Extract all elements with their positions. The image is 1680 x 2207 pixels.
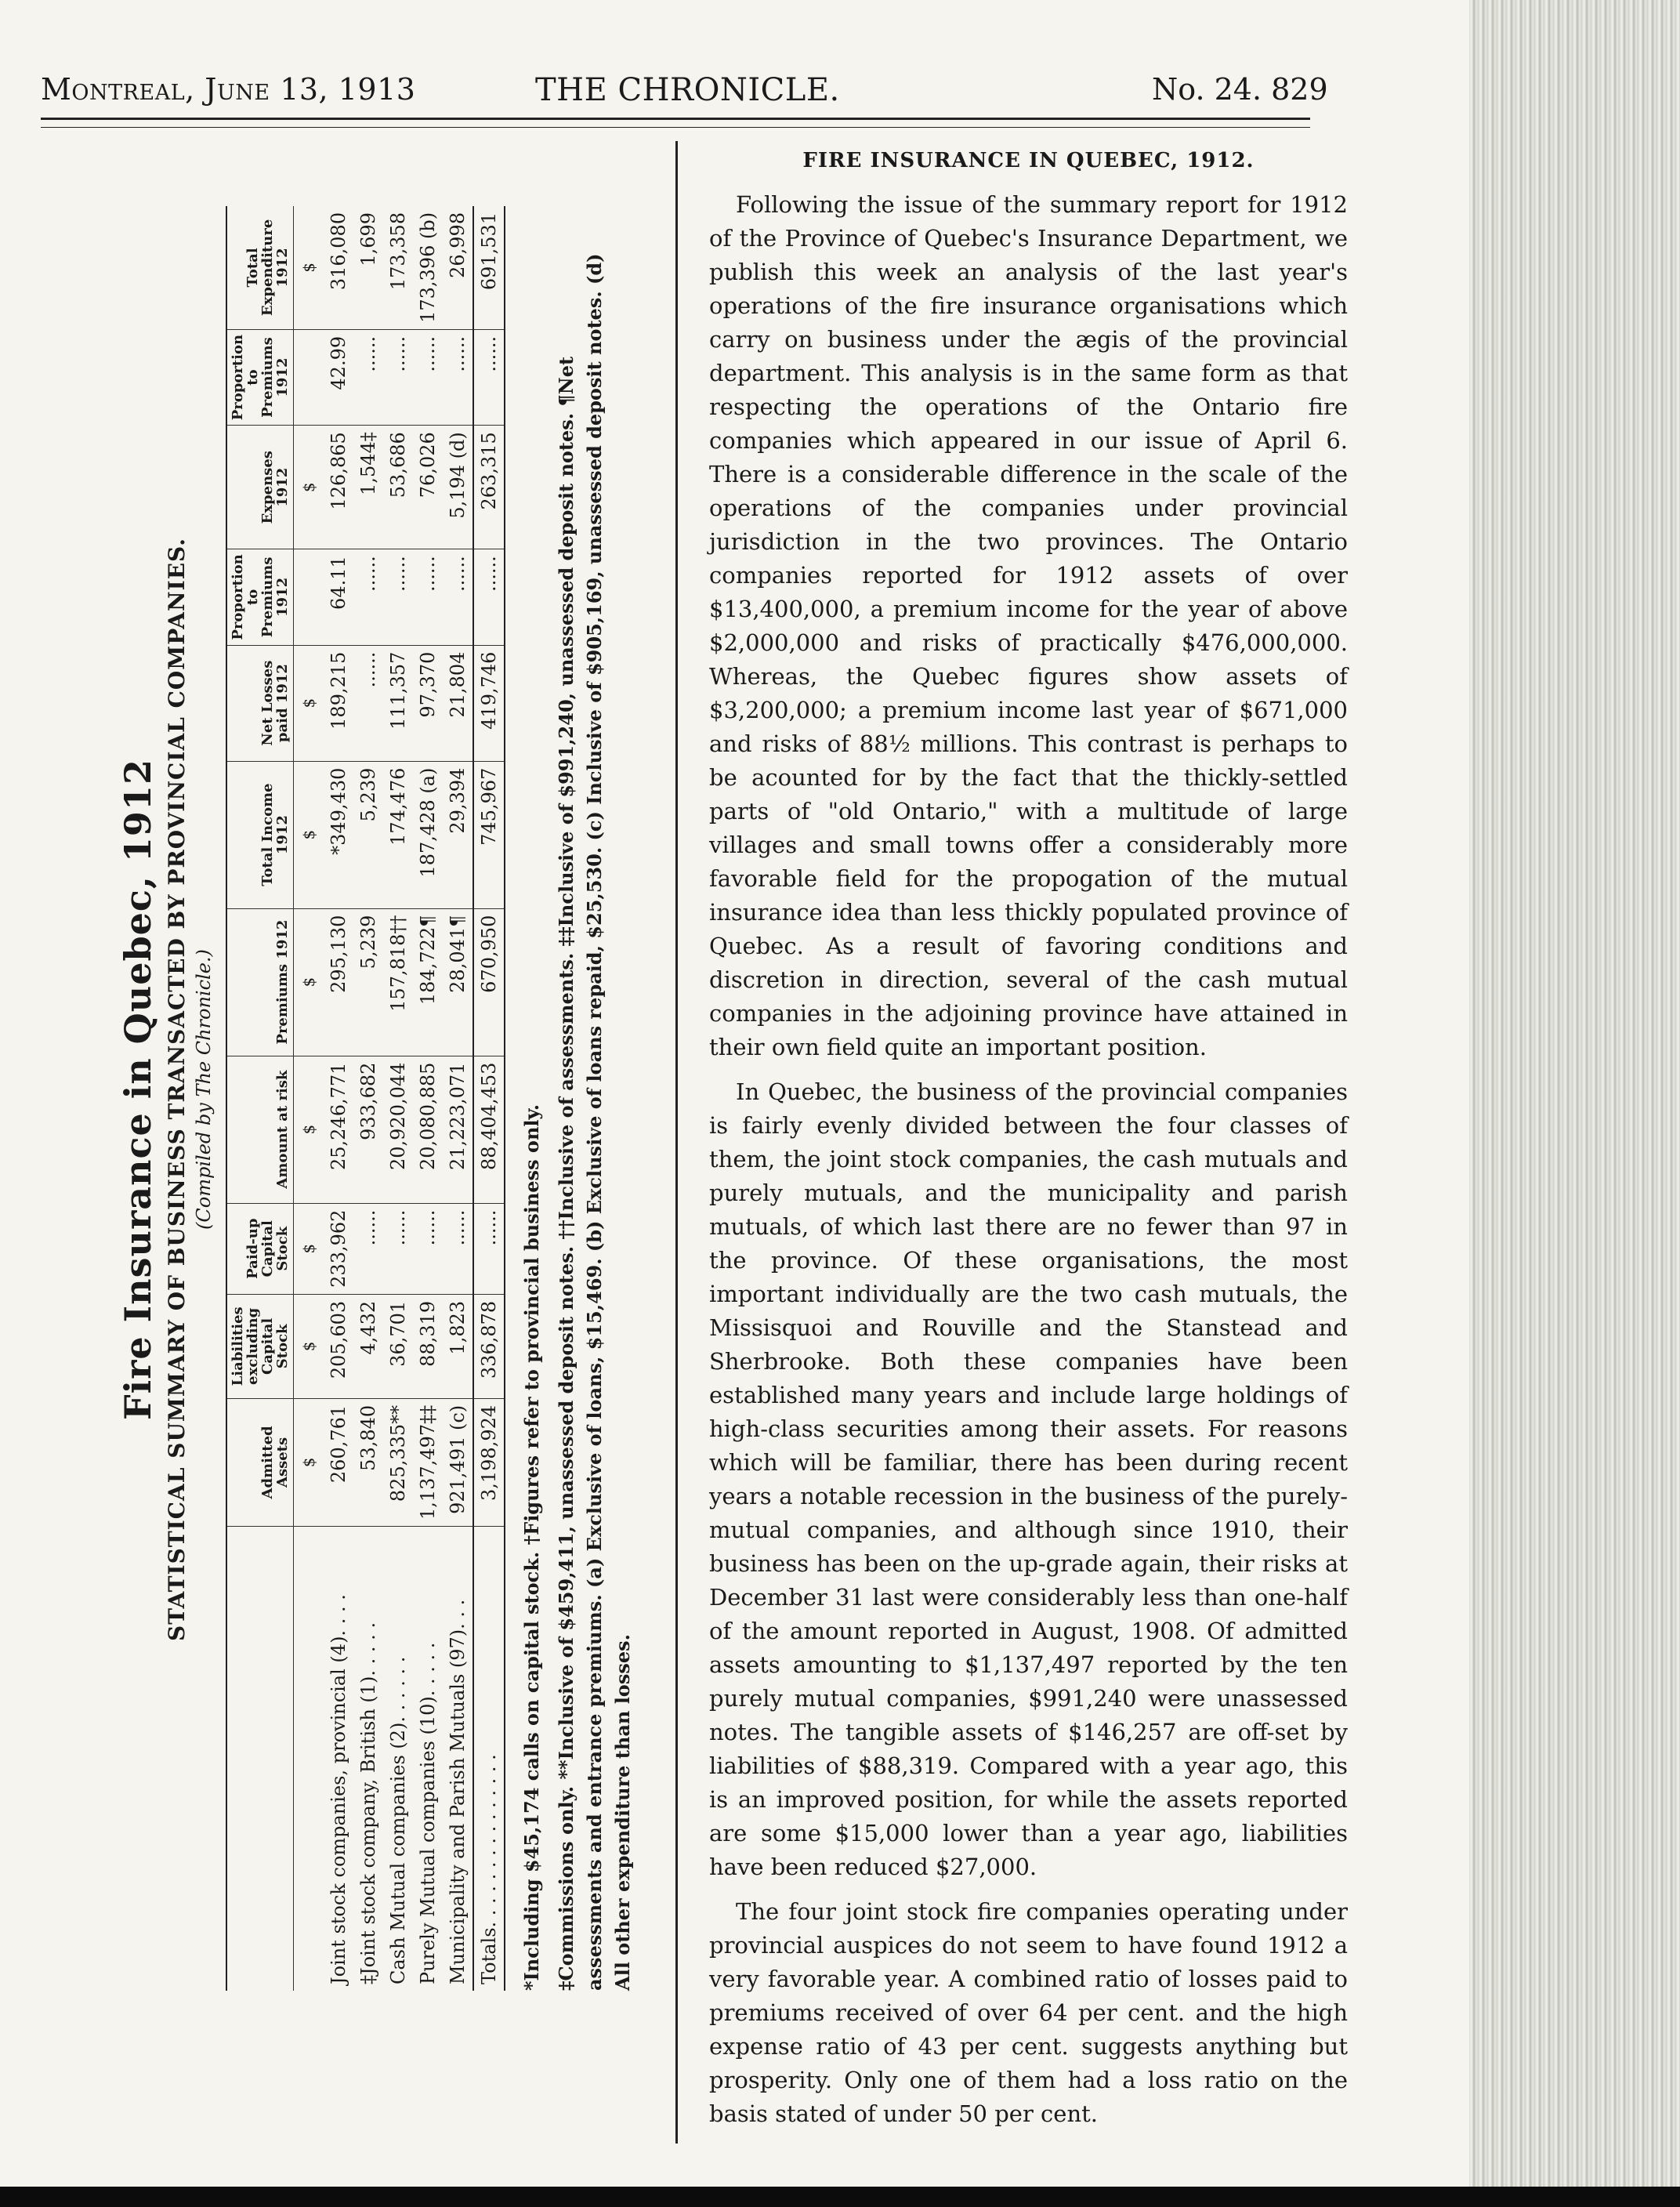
cell: 745,967: [473, 761, 505, 908]
table-row: [413, 206, 443, 1991]
cell: 76,026: [413, 426, 443, 549]
cell: 187,428 (a): [413, 761, 443, 908]
cell: 233,962: [324, 1203, 353, 1294]
cell: 5,239: [353, 908, 383, 1056]
table-title: Fire Insurance in Quebec, 1912: [117, 759, 159, 1420]
unit-symbol: $: [294, 1398, 324, 1526]
cell: ......: [443, 1203, 473, 1294]
row-label: ‡Joint stock company, British (1). . . . .: [357, 1622, 379, 1984]
cell: 5,194 (d): [443, 426, 473, 549]
unit-symbol: $: [294, 1056, 324, 1203]
cell: ......: [473, 1203, 505, 1294]
row-label: Cash Mutual companies (2). . . . . .: [387, 1656, 409, 1984]
cell: 21,223,071: [443, 1056, 473, 1203]
column-header: Proportion to Premiums 1912: [226, 329, 294, 425]
column-header: Amount at risk: [226, 1056, 294, 1203]
cell: 97,370: [413, 645, 443, 761]
row-label: Totals. . . . . . . . . . . . . . .: [473, 1527, 505, 1991]
header-dateline: Montreal, June 13, 1913: [41, 72, 416, 107]
statistics-table: [226, 206, 505, 1991]
column-header: Admitted Assets: [226, 1398, 294, 1526]
cell: ......: [383, 1203, 413, 1294]
cell: 295,130: [324, 908, 353, 1056]
cell: ......: [353, 645, 383, 761]
unit-row: [294, 206, 324, 1991]
cell: 5,239: [353, 761, 383, 908]
cell: 4,432: [353, 1294, 383, 1398]
cell: 1,137,497‡‡: [413, 1398, 443, 1526]
unit-symbol: $: [294, 761, 324, 908]
article-title: FIRE INSURANCE IN QUEBEC, 1912.: [802, 149, 1255, 172]
table-row: [383, 206, 413, 1991]
cell: ......: [353, 549, 383, 645]
table-compiled-note: (Compiled by The Chronicle.): [193, 949, 215, 1230]
article-paragraph: The four joint stock fire companies operating under provincial auspices do not seem to have found 1912 a very favorable year. A combined ratio of losses paid to premiums received of over 64 per cent. and the high expense ratio of 43 per cent. suggests anything but prosperity. Only one of them had a loss ratio on the basis stated of under 50 per cent.: [709, 1898, 1348, 2127]
article-paragraph: In Quebec, the business of the provincial companies is fairly evenly divided between the four classes of them, the joint stock companies, the cash mutuals and purely mutuals, and the municipality and parish mutuals, of which last there are no fewer than 97 in the province. Of these organisations, the most important individually are the two cash mutuals, the Missisquoi and Rouville and the Stanstead and Sherbrooke. Both these companies have been established many years and include large holdings of high-class securities among their assets. For reasons which will be familiar, there has been during recent years a notable recession in the business of the purely-mutual companies, and although since 1910, their business has been on the up-grade again, their risks at December 31 last were considerably less than one-half of the amount reported in August, 1908. Of admitted assets amounting to $1,137,497 reported by the ten purely mutual companies, $991,240 were unassessed notes. The tangible assets of $146,257 are off-set by liabilities of $88,319. Compared with a year ago, this is an improved position, for while the assets reported are some $15,000 lower than a year ago, liabilities have been reduced $27,000.: [709, 1078, 1348, 1880]
table-row: [443, 206, 473, 1991]
cell: 26,998: [443, 206, 473, 329]
cell: ......: [413, 549, 443, 645]
cell: 263,315: [473, 426, 505, 549]
cell: ......: [443, 329, 473, 425]
header-rule-thin: [41, 127, 1310, 128]
cell: ......: [353, 329, 383, 425]
cell: 20,080,885: [413, 1056, 443, 1203]
cell: 174,476: [383, 761, 413, 908]
cell: 670,950: [473, 908, 505, 1056]
header-issue-page: No. 24. 829: [1152, 72, 1328, 107]
cell: 88,319: [413, 1294, 443, 1398]
article-paragraph: Following the issue of the summary report for 1912 of the Province of Quebec's Insurance Department, we publish this week an analysis of the last year's operations of the fire insurance organisations which carry on business under the ægis of the provincial department. This analysis is in the same form as that respecting the operations of the Ontario fire companies which appeared in our issue of April 6. There is a considerable difference in the scale of the operations of the companies under provincial jurisdiction in the two provinces. The Ontario companies reported for 1912 assets of over $13,400,000, a premium income for the year of above $2,000,000 and risks of practically $476,000,000. Whereas, the Quebec figures show assets of $3,200,000; a premium income last year of $671,000 and risks of 88½ millions. This contrast is perhaps to be acounted for by the fact that the thickly-settled parts of "old Ontario," with a multitude of large villages and small towns offer a considerably more favorable field for the propogation of the mutual insurance idea than less thickly populated province of Quebec. As a result of favoring conditions and discretion in direction, several of the cash mutual companies in the adjoining province have attained in their own field quite an important position.: [709, 191, 1348, 1060]
cell: 53,686: [383, 426, 413, 549]
cell: 933,682: [353, 1056, 383, 1203]
table-row: [353, 206, 383, 1991]
column-header: Expenses 1912: [226, 426, 294, 549]
column-header: Liabilities excluding Capital Stock: [226, 1294, 294, 1398]
cell: 21,804: [443, 645, 473, 761]
unit-symbol: $: [294, 1203, 324, 1294]
unit-symbol: $: [294, 206, 324, 329]
cell: 126,865: [324, 426, 353, 549]
table-header-row: [226, 206, 294, 1991]
row-label-header: [226, 1527, 294, 1991]
cell: 20,920,044: [383, 1056, 413, 1203]
row-label: Municipality and Parish Mutuals (97). . .: [447, 1599, 469, 1984]
cell: ......: [413, 329, 443, 425]
cell: 1,699: [353, 206, 383, 329]
row-label: Joint stock companies, provincial (4). . . .: [328, 1594, 349, 1984]
cell: 64.11: [324, 549, 353, 645]
cell: 3,198,924: [473, 1398, 505, 1526]
totals-row: [473, 206, 505, 1991]
unit-symbol: $: [294, 1294, 324, 1398]
unit-symbol: $: [294, 645, 324, 761]
cell: ......: [443, 549, 473, 645]
cell: ......: [413, 1203, 443, 1294]
cell: 1,823: [443, 1294, 473, 1398]
footnote: ‡Commissions only. **Inclusive of $459,411, unassessed deposit notes. ††Inclusive of assessments. ‡‡Inclusive of $991,240, unassessed deposit notes. ¶Net assessments and entrance premiums. (a) Exclusive of loans, $15,469. (b) Exclusive of loans repaid, $25,530. (c) Inclusive of $905,169, unassessed deposit notes. (d) All other expenditure than losses.: [555, 253, 634, 1991]
cell: 88,404,453: [473, 1056, 505, 1203]
cell: ......: [473, 329, 505, 425]
cell: 336,878: [473, 1294, 505, 1398]
cell: 111,357: [383, 645, 413, 761]
column-header: Total Expenditure 1912: [226, 206, 294, 329]
column-divider: [675, 141, 678, 2144]
cell: 29,394: [443, 761, 473, 908]
cell: 316,080: [324, 206, 353, 329]
cell: 189,215: [324, 645, 353, 761]
cell: ......: [383, 549, 413, 645]
column-header: Paid-up Capital Stock: [226, 1203, 294, 1294]
table-footnotes: [518, 243, 637, 1991]
cell: ......: [473, 549, 505, 645]
cell: *349,430: [324, 761, 353, 908]
cell: 1,544‡: [353, 426, 383, 549]
cell: 260,761: [324, 1398, 353, 1526]
cell: 157,818††: [383, 908, 413, 1056]
cell: 184,722¶: [413, 908, 443, 1056]
cell: 36,701: [383, 1294, 413, 1398]
cell: 205,603: [324, 1294, 353, 1398]
cell: 42.99: [324, 329, 353, 425]
cell: ......: [383, 329, 413, 425]
cell: 173,358: [383, 206, 413, 329]
article-body: [709, 188, 1348, 2131]
unit-symbol: $: [294, 426, 324, 549]
cell: 173,396 (b): [413, 206, 443, 329]
row-label: Purely Mutual companies (10). . . . .: [417, 1642, 439, 1984]
cell: 825,335**: [383, 1398, 413, 1526]
header-rule: [41, 118, 1310, 120]
footnote: *Including $45,174 calls on capital stock. †Figures refer to provincial business only.: [520, 1104, 543, 1991]
article-column: [709, 149, 1348, 2142]
rotated-table-section: [114, 188, 654, 1991]
cell: ......: [353, 1203, 383, 1294]
column-header: Premiums 1912: [226, 908, 294, 1056]
column-header: Net Losses paid 1912: [226, 645, 294, 761]
cell: 28,041¶: [443, 908, 473, 1056]
column-header: Proportion to Premiums 1912: [226, 549, 294, 645]
book-spine: [1469, 0, 1680, 2187]
header-masthead: THE CHRONICLE.: [535, 72, 840, 108]
cell: 419,746: [473, 645, 505, 761]
cell: 25,246,771: [324, 1056, 353, 1203]
unit-symbol: $: [294, 908, 324, 1056]
cell: 53,840: [353, 1398, 383, 1526]
column-header: Total Income 1912: [226, 761, 294, 908]
table-subtitle: STATISTICAL SUMMARY OF BUSINESS TRANSACTED BY PROVINCIAL COMPANIES.: [164, 537, 190, 1642]
cell: 921,491 (c): [443, 1398, 473, 1526]
table-row: [324, 206, 353, 1991]
cell: 691,531: [473, 206, 505, 329]
